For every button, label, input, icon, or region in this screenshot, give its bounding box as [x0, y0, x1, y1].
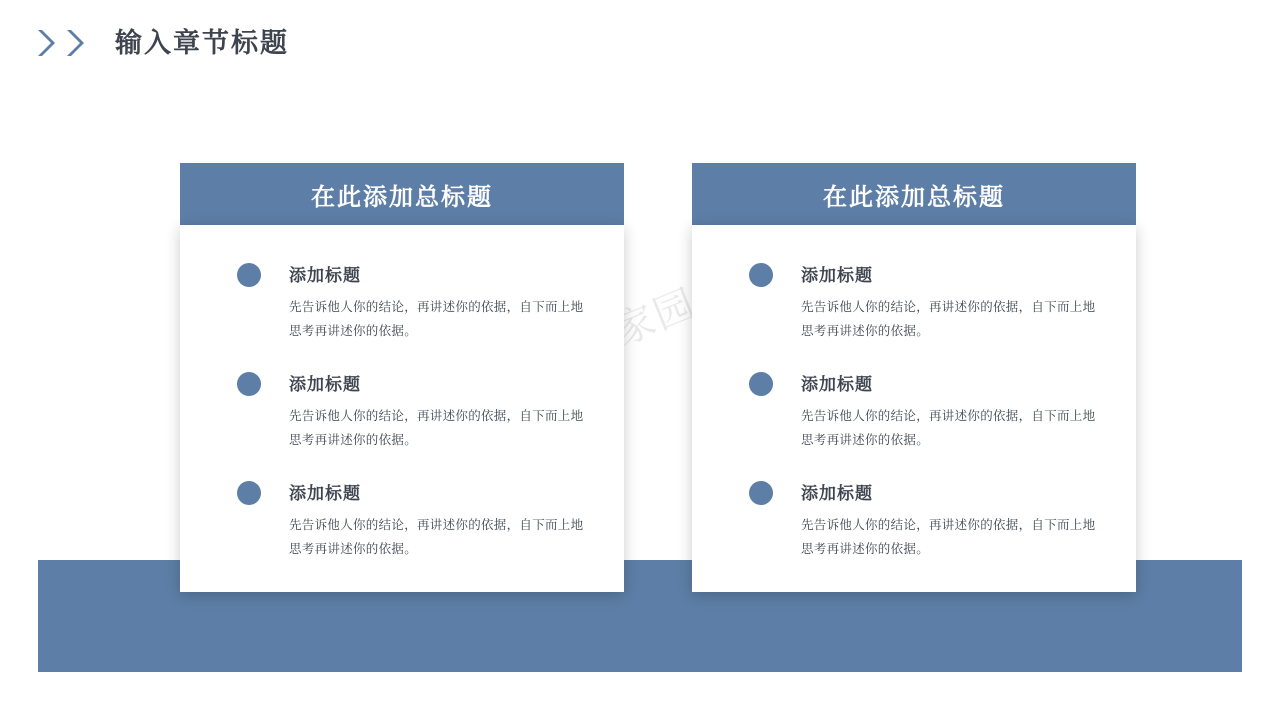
bullet-dot-icon [237, 263, 261, 287]
list-item-description: 先告诉他人你的结论，再讲述你的依据，自下而上地思考再讲述你的依据。 [801, 408, 1096, 448]
list-item-text [801, 370, 1101, 453]
bullet-dot-icon [237, 481, 261, 505]
list-item [210, 261, 594, 344]
list-item-title: 添加标题 [289, 266, 361, 285]
list-item [210, 479, 594, 562]
list-item-title: 添加标题 [289, 374, 361, 394]
list-item-description: 先告诉他人你的结论，再讲述你的依据，自下而上地思考再讲述你的依据。 [801, 517, 1096, 556]
double-chevron-right-icon [38, 28, 93, 58]
list-item [722, 261, 1106, 344]
bullet-dot-icon [749, 481, 773, 505]
list-item-description: 先告诉他人你的结论，再讲述你的依据，自下而上地思考再讲述你的依据。 [801, 300, 1096, 339]
list-item-text [289, 479, 589, 562]
content-cards [180, 163, 1136, 592]
list-item-description: 先告诉他人你的结论，再讲述你的依据，自下而上地思考再讲述你的依据。 [289, 517, 584, 556]
list-item-text [289, 370, 589, 453]
card-header: 在此添加总标题 [180, 163, 624, 225]
list-item [722, 370, 1106, 453]
list-item-description: 先告诉他人你的结论，再讲述你的依据，自下而上地思考再讲述你的依据。 [289, 300, 584, 339]
bullet-dot-icon [749, 372, 773, 396]
page-title: 输入章节标题 [115, 27, 289, 58]
bullet-dot-icon [237, 372, 261, 396]
list-item-title: 添加标题 [289, 483, 361, 503]
list-item-title: 添加标题 [801, 374, 873, 394]
content-card [692, 163, 1136, 592]
list-item-description: 先告诉他人你的结论，再讲述你的依据，自下而上地思考再讲述你的依据。 [289, 408, 584, 448]
list-item-text [801, 261, 1101, 344]
card-header: 在此添加总标题 [692, 163, 1136, 225]
content-card [180, 163, 624, 592]
bullet-dot-icon [749, 263, 773, 287]
list-item-title: 添加标题 [801, 483, 873, 503]
list-item [722, 479, 1106, 562]
card-body [692, 225, 1136, 592]
list-item [210, 370, 594, 453]
slide-header [38, 28, 289, 58]
card-body [180, 225, 624, 592]
list-item-title: 添加标题 [801, 266, 873, 285]
list-item-text [801, 479, 1101, 562]
list-item-text [289, 261, 589, 344]
